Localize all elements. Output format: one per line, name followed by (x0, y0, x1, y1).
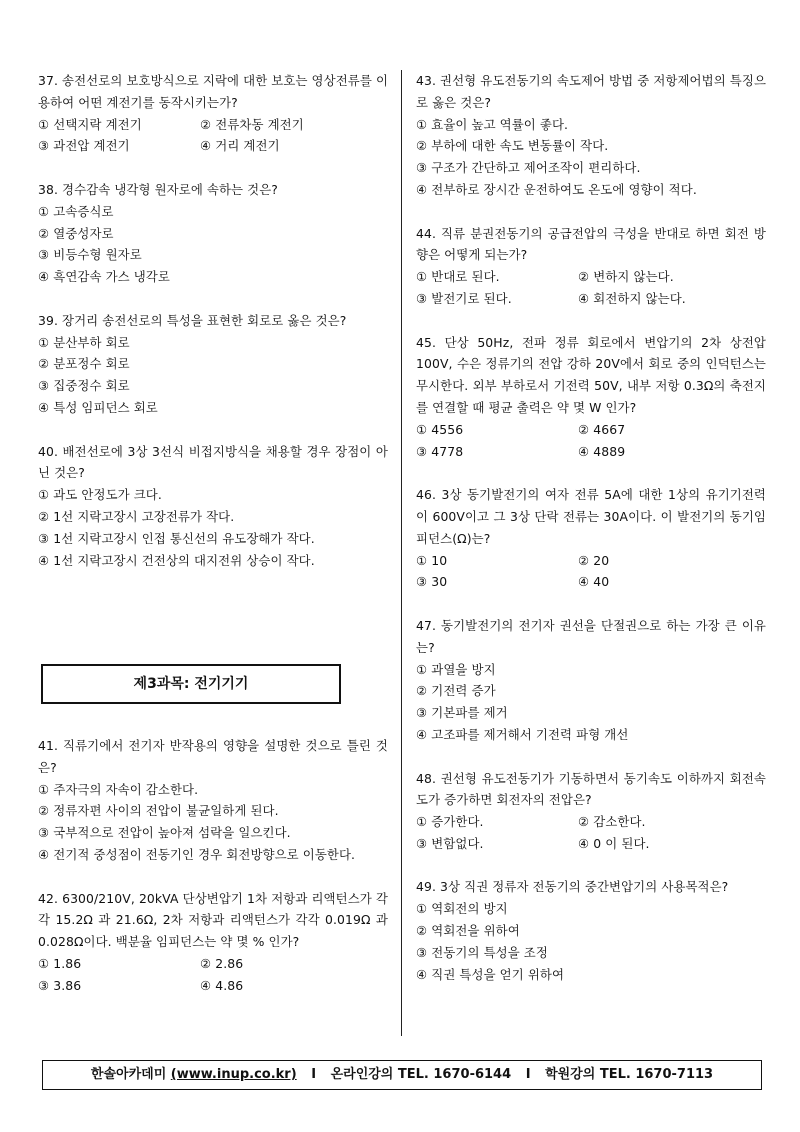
answer-option-row (416, 571, 766, 593)
answer-option-row (38, 953, 388, 975)
question-stem: 42. 6300/210V, 20kVA 단상변압기 1차 저항과 리액턴스가 각각 15.2Ω 과 21.6Ω, 2차 저항과 리액턴스가 각각 0.019Ω 과 0.028Ω이다. 백분율 임피던스는 약 몇 % 인가? (38, 890, 388, 950)
answer-option: ② 변하지 않는다. (578, 269, 674, 285)
answer-option: ① 반대로 된다. (416, 269, 500, 285)
answer-option: ③ 1선 지락고장시 인접 통신선의 유도장해가 작다. (38, 530, 315, 546)
answer-option-row (416, 419, 766, 441)
answer-option-row (416, 833, 766, 855)
answer-option: ③ 비등수형 원자로 (38, 247, 142, 263)
answer-option: ② 감소한다. (578, 814, 646, 830)
answer-option: ③ 국부적으로 전압이 높아져 섬락을 일으킨다. (38, 825, 291, 841)
answer-option: ① 1.86 (38, 955, 82, 971)
question-block (38, 310, 388, 419)
answer-option: ② 기전력 증가 (416, 683, 496, 699)
column-divider (401, 70, 402, 1036)
question-block (416, 223, 766, 310)
section-title: 제3과목: 전기기기 (133, 676, 249, 692)
answer-option: ④ 흑연감속 가스 냉각로 (38, 269, 170, 285)
answer-option: ① 역회전의 방지 (416, 901, 508, 917)
answer-option-row (416, 288, 766, 310)
question-stem: 38. 경수감속 냉각형 원자로에 속하는 것은? (38, 181, 278, 197)
answer-option: ② 1선 지락고장시 고장전류가 작다. (38, 508, 235, 524)
answer-option: ② 전류차동 계전기 (200, 116, 304, 132)
question-stem: 49. 3상 직권 정류자 전동기의 중간변압기의 사용목적은? (416, 879, 729, 895)
answer-option: ① 과도 안정도가 크다. (38, 487, 162, 503)
question-block (416, 332, 766, 463)
answer-option: ④ 전기적 중성점이 전동기인 경우 회전방향으로 이동한다. (38, 846, 356, 862)
answer-option-row (416, 550, 766, 572)
question-stem: 44. 직류 분권전동기의 공급전압의 극성을 반대로 하면 회전 방향은 어떻게 되는가? (416, 225, 766, 263)
footer-separator-2: I (525, 1067, 531, 1082)
answer-option-row (38, 975, 388, 997)
answer-option-row (416, 266, 766, 288)
question-stem: 39. 장거리 송전선로의 특성을 표현한 회로로 옳은 것은? (38, 312, 347, 328)
answer-option: ① 주자극의 자속이 감소한다. (38, 781, 199, 797)
question-block (416, 876, 766, 985)
answer-option: ② 정류자편 사이의 전압이 불균일하게 된다. (38, 803, 279, 819)
answer-option: ③ 4778 (416, 443, 464, 459)
answer-option: ② 역회전을 위하여 (416, 923, 520, 939)
answer-option: ④ 회전하지 않는다. (578, 290, 686, 306)
answer-option: ④ 특성 임피던스 회로 (38, 399, 158, 415)
question-block (416, 768, 766, 855)
answer-option: ① 효율이 높고 역률이 좋다. (416, 116, 569, 132)
answer-option: ② 분포정수 회로 (38, 356, 130, 372)
answer-option: ① 과열을 방지 (416, 661, 496, 677)
answer-option: ① 분산부하 회로 (38, 334, 130, 350)
answer-option-row (416, 811, 766, 833)
left-questions-group-a (38, 70, 388, 571)
left-column (38, 70, 388, 593)
question-stem: 45. 단상 50Hz, 전파 정류 회로에서 변압기의 2차 상전압 100V, 수은 정류기의 전압 강하 20V에서 회로 중의 인덕턴스는 무시한다. 외부 부하로서 기전력 50V, 내부 저항 0.3Ω의 축전지를 연결할 때 평균 출력은 약 몇 W 인가? (416, 334, 766, 415)
question-stem: 47. 동기발전기의 전기자 권선을 단절권으로 하는 가장 큰 이유는? (416, 617, 766, 655)
question-block (38, 735, 388, 866)
footer-url-link[interactable]: (www.inup.co.kr) (170, 1067, 297, 1082)
question-stem: 37. 송전선로의 보호방식으로 지락에 대한 보호는 영상전류를 이용하여 어떤 계전기를 동작시키는가? (38, 73, 389, 110)
answer-option-row (416, 441, 766, 463)
answer-option: ④ 고조파를 제거해서 기전력 파형 개선 (416, 726, 629, 742)
answer-option: ③ 30 (416, 574, 448, 590)
question-block (416, 70, 766, 201)
answer-option: ③ 과전압 계전기 (38, 138, 130, 154)
question-block (38, 70, 388, 157)
answer-option-row (38, 135, 388, 157)
answer-option: ④ 4889 (578, 443, 626, 459)
answer-option: ② 20 (578, 552, 610, 568)
footer-banner (42, 1060, 762, 1090)
question-block (416, 615, 766, 746)
question-stem: 48. 권선형 유도전동기가 기동하면서 동기속도 이하까지 회전속도가 증가하면 회전자의 전압은? (416, 770, 766, 808)
answer-option: ③ 구조가 간단하고 제어조작이 편리하다. (416, 160, 641, 176)
question-stem: 40. 배전선로에 3상 3선식 비접지방식을 채용할 경우 장점이 아닌 것은? (38, 443, 388, 481)
answer-option: ③ 전동기의 특성을 조정 (416, 944, 548, 960)
answer-option: ① 10 (416, 552, 448, 568)
section-title-box (41, 664, 341, 704)
answer-option: ① 4556 (416, 421, 464, 437)
answer-option: ④ 40 (578, 574, 610, 590)
question-block (38, 888, 388, 997)
footer-academy: 한솔아카데미 (90, 1067, 167, 1082)
answer-option-row (38, 114, 388, 136)
question-block (38, 179, 388, 288)
answer-option: ② 부하에 대한 속도 변동률이 작다. (416, 138, 609, 154)
left-column-lower (38, 735, 388, 1018)
right-questions-group (416, 70, 766, 985)
footer-online-phone: 온라인강의 TEL. 1670-6144 (330, 1067, 512, 1082)
answer-option: ④ 4.86 (200, 977, 244, 993)
question-block (416, 484, 766, 593)
left-questions-group-b (38, 735, 388, 997)
right-column (416, 70, 766, 1007)
question-stem: 46. 3상 동기발전기의 여자 전류 5A에 대한 1상의 유기기전력이 600V이고 그 3상 단락 전류는 30A이다. 이 발전기의 동기임피던스(Ω)는? (416, 487, 766, 546)
answer-option: ③ 기본파를 제거 (416, 705, 508, 721)
answer-option: ④ 0 이 된다. (578, 835, 650, 851)
answer-option: ③ 변함없다. (416, 835, 484, 851)
answer-option: ④ 거리 계전기 (200, 138, 280, 154)
answer-option: ④ 전부하로 장시간 운전하여도 온도에 영향이 적다. (416, 181, 697, 197)
answer-option: ③ 3.86 (38, 977, 82, 993)
answer-option: ③ 발전기로 된다. (416, 290, 512, 306)
footer-separator-1: I (311, 1067, 317, 1082)
question-block (38, 441, 388, 572)
answer-option: ④ 1선 지락고장시 건전상의 대지전위 상승이 작다. (38, 552, 315, 568)
question-stem: 41. 직류기에서 전기자 반작용의 영향을 설명한 것으로 틀린 것은? (38, 738, 388, 775)
answer-option: ② 열중성자로 (38, 225, 114, 241)
answer-option: ③ 집중정수 회로 (38, 378, 130, 394)
answer-option: ① 고속증식로 (38, 203, 114, 219)
answer-option: ④ 직권 특성을 얻기 위하여 (416, 966, 565, 982)
answer-option: ① 증가한다. (416, 814, 484, 830)
question-stem: 43. 권선형 유도전동기의 속도제어 방법 중 저항제어법의 특징으로 옳은 것은? (416, 73, 767, 110)
answer-option: ② 2.86 (200, 955, 244, 971)
footer-offline-phone: 학원강의 TEL. 1670-7113 (545, 1067, 714, 1082)
answer-option: ① 선택지락 계전기 (38, 116, 142, 132)
answer-option: ② 4667 (578, 421, 626, 437)
